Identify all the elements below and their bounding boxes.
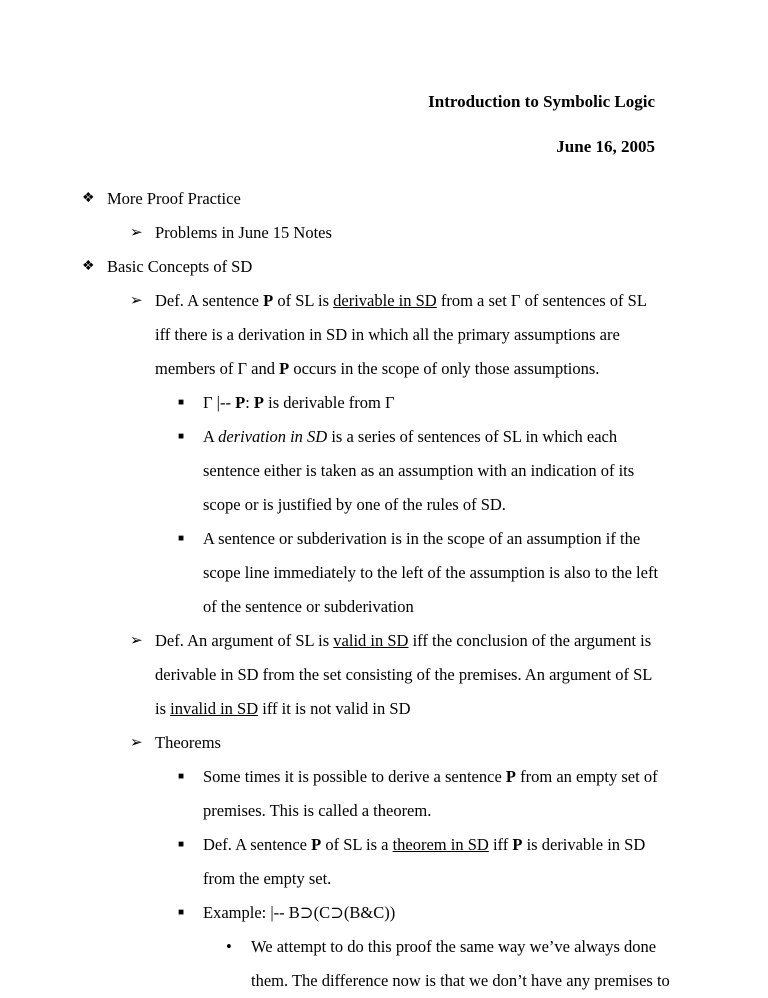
definition-theorem (0, 828, 768, 896)
term-derivable-in-sd: derivable in SD (333, 291, 437, 310)
diamond-bullet-icon: ❖ (82, 191, 95, 206)
definition-valid (0, 624, 768, 726)
square-bullet-icon: ■ (178, 397, 185, 408)
term-invalid-in-sd: invalid in SD (170, 699, 259, 718)
outline-item (0, 760, 768, 828)
arrow-bullet-icon: ➢ (130, 633, 143, 649)
square-bullet-icon: ■ (178, 771, 185, 782)
outline-item-text: Def. An argument of SL is valid in SD iff the conclusion of the argument is derivable in SD from the set consisting of the premises. An argument of SL is invalid in SD iff it is not valid in SD (155, 631, 652, 718)
notes-outline (0, 182, 768, 998)
document-title: Introduction to Symbolic Logic (428, 92, 655, 111)
outline-item (0, 726, 768, 760)
outline-item-text: Example: |-- B⊃(C⊃(B&C)) (203, 903, 396, 922)
outline-item (0, 216, 768, 250)
outline-item (0, 522, 768, 624)
outline-item (0, 182, 768, 216)
outline-item (0, 420, 768, 522)
term-valid-in-sd: valid in SD (333, 631, 409, 650)
arrow-bullet-icon: ➢ (130, 293, 143, 309)
outline-item-text: We attempt to do this proof the same way we’ve always done them. The difference now is that we don’t have any premises to (251, 937, 670, 990)
document-date: June 16, 2005 (556, 137, 655, 156)
square-bullet-icon: ■ (178, 533, 185, 544)
square-bullet-icon: ■ (178, 839, 185, 850)
diamond-bullet-icon: ❖ (82, 259, 95, 274)
term-derivation-in-sd: derivation in SD (218, 427, 328, 446)
outline-item-text: More Proof Practice (107, 189, 241, 208)
arrow-bullet-icon: ➢ (130, 735, 143, 751)
outline-item-text: Def. A sentence P of SL is a theorem in SD iff P is derivable in SD from the empty set. (203, 835, 646, 888)
outline-item-text: A sentence or subderivation is in the scope of an assumption if the scope line immediately to the left of the assumption is also to the left of the sentence or subderivation (203, 529, 659, 616)
outline-item-text: Basic Concepts of SD (107, 257, 253, 276)
outline-item-text: Def. A sentence P of SL is derivable in SD from a set Γ of sentences of SL iff there is a derivation in SD in which all the primary assumptions are members of Γ and P occurs in the scope of only those assumptions. (155, 291, 647, 378)
square-bullet-icon: ■ (178, 431, 185, 442)
outline-item-text: Some times it is possible to derive a sentence P from an empty set of premises. This is called a theorem. (203, 767, 658, 820)
outline-item-text: Problems in June 15 Notes (155, 223, 332, 242)
outline-item-text: Γ |-- P: P is derivable from Γ (203, 393, 395, 412)
term-theorem-in-sd: theorem in SD (392, 835, 489, 854)
outline-item (0, 930, 768, 998)
dot-bullet-icon: • (226, 937, 232, 956)
arrow-bullet-icon: ➢ (130, 225, 143, 241)
definition-derivable (0, 284, 768, 386)
outline-item (0, 386, 768, 420)
outline-item (0, 896, 768, 930)
outline-item (0, 250, 768, 284)
square-bullet-icon: ■ (178, 907, 185, 918)
outline-item-text: A derivation in SD is a series of sentences of SL in which each sentence either is taken as an assumption with an indication of its scope or is justified by one of the rules of SD. (203, 427, 635, 514)
outline-item-text: Theorems (155, 733, 221, 752)
